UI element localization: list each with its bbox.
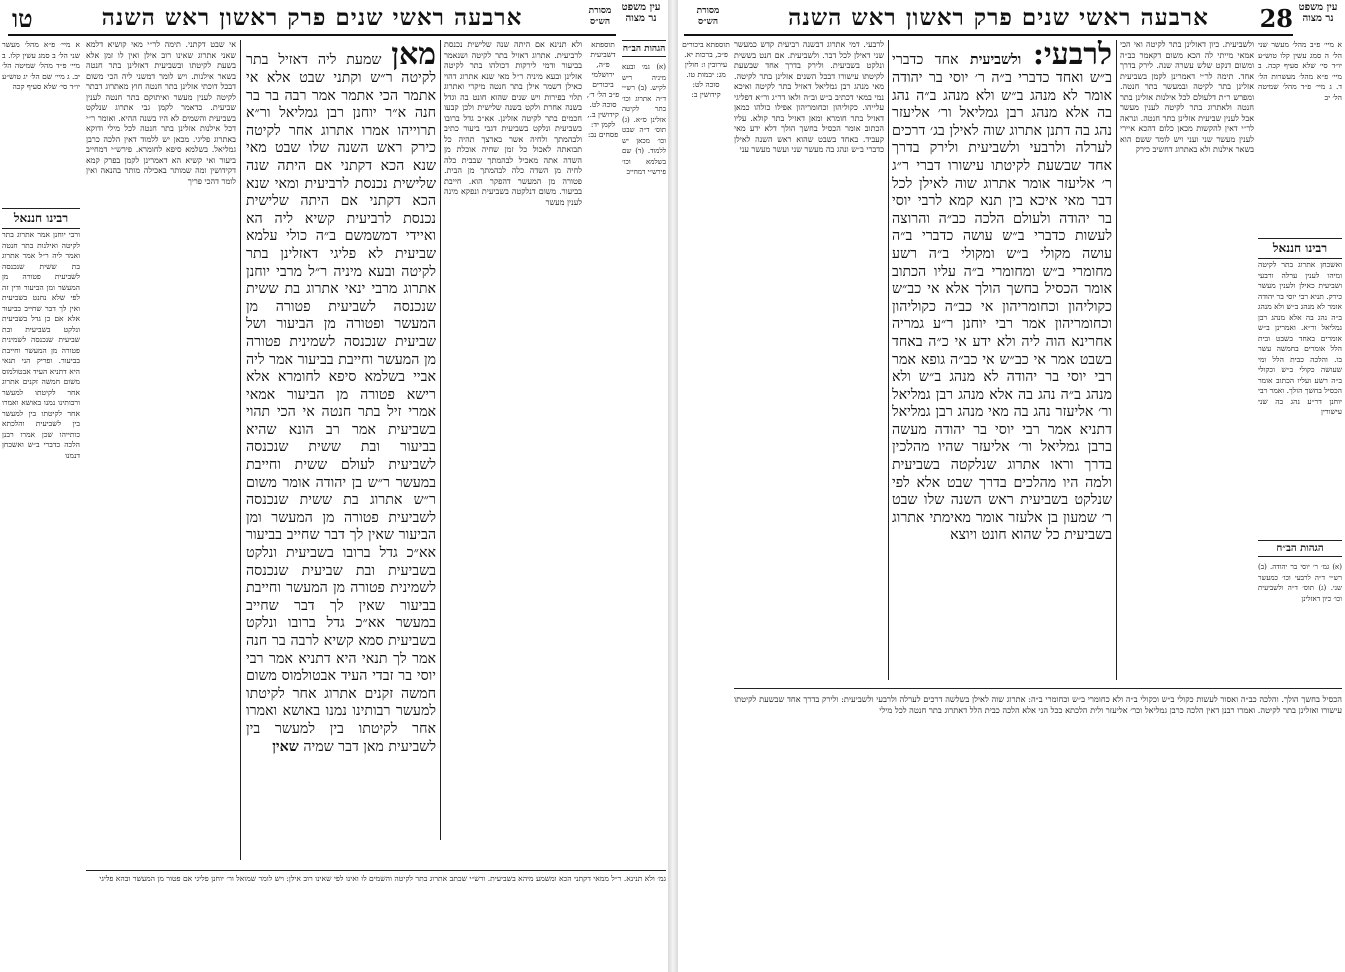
section-heading: שאין [272, 738, 299, 755]
book-gutter [668, 0, 678, 972]
gemara-text: אחד כדברי ב״ש ואחד כדברי ב״ה ר׳ יוסי בר יהודה אומר לא מנהג ב״ש ולא מנהג ב״ה נהג בה אלא מנהג רבן גמליאל ור׳ אליעזר נהג בה דתנן אתרוג שוה לאילן בג׳ דרכים לערלה ולרבעי ולשביעית ולירק בדרך אחד שבשעת לקיטתו עישורו דברי ר״ג ר׳ אליעזר אומר אתרוג שוה לאילן לכל דבר מאי איכא בין תנא קמא לרבי יוסי בר יהודה ולעולם הלכה כב״ה והרוצה לעשות כדברי ב״ש עושה כדברי ב״ה עושה מקולי ב״ש ומקולי ב״ה רשע מחומרי ב״ש ומחומרי ב״ה עליו הכתוב אומר הכסיל בחשך הולך אלא אי כב״ש כקוליהון וכחומריהון אי כב״ה כקוליהון וכחומריהון אמר רבי יוחנן ר״ע גמריה אחרינא הוה ליה ולא ידע אי כ״ה באחד בשבט אמר אי כב״ש אי כב״ה גופא אמר רבי יוסי בר יהודה לא מנהג ב״ש ולא מנהג ב״ה נהג בה אלא מנהג רבן גמליאל ור׳ אליעזר נהג בה מאי מנהג רבן גמליאל דתניא אמר רבי יוסי בר יהודה מעשה ברבן גמליאל ור׳ אליעזר שהיו מהלכין בדרך וראו אתרוג שנלקטה בשביעית ולמה היו מהלכים בדרך שבט אלא לפי שנלקט בשביעית ראש השנה שלו שבט ר׳ שמעון בן אלעזר אומר מאימתי אתרוג בשביעית כל שהוא חונט ויוצא [892, 52, 1112, 544]
left-page [0, 0, 668, 972]
rabbeinu-chananel-title: רבינו חננאל [2, 208, 80, 229]
tosafot-column: ולשביעית. כיון דאזלינן בתר לקיטה ואי הכי אמאי מייתי לה הכא משום דקאמר כב״ה ומשום דנקט שלש עשרה שנה. לירק בדרך אחד. תימה לר״י דאמרינן לקמן בשביעית אזלינן בתר לקיטה ובמעשר בתר חנטה. ומפרש ר״ת דלעולם לכל אילנות אזלינן בתר חנטה ולאתרוג בתר לקיטה לענין מעשר אבל לענין שביעית אזלינן בתר חנטה. ונראה לר״י דאין להקשות מכאן כלום דהכא איירי לענין מעשר שני ועני ויש לומר ששם הוא בשאר אילנות ולא באתרוג דחשיב כירק [1120, 40, 1254, 154]
running-title: ארבעה ראשי שנים פרק ראשון ראש השנה [788, 4, 1209, 31]
page-header [8, 4, 616, 36]
ein-mishpat-column: א מיי׳ פ״ב מהל׳ מעשר שני הל׳ ה סמג עשין קלו טוש״ע יו״ד סי׳ שלא סעיף קכה. ב מיי׳ פ״א מהל׳ מעשרות הל׳ ד. ג מיי׳ פ״ד מהל׳ שמיטה הל׳ יב [1258, 40, 1342, 102]
gemara-block [246, 40, 436, 840]
rabbeinu-chananel-column: ואשכחן אתרוג בתר לקיטה ומיהו לענין ערלה ורבעי ושביעית כאילן ולענין מעשר כירק. תניא רבי יוסי בר יהודה אומר לא מנהג ב״ש ולא מנהג ב״ה נהג בה אלא מנהג רבן גמליאל ור״א. ואמרינן ב״ש אומרים באחד בשבט ובית הלל אומרים בחמשה עשר בו. והלכה כבית הלל ומי שעושה כקולי ב״ש וכקולי ב״ה רשע ועליו הכתוב אומר הכסיל בחשך הולך. ואמר רבי יוחנן דר״ע נהג בה שני עישורין [1258, 260, 1342, 416]
column-rule [1116, 40, 1117, 680]
hagahot-column: (א) גמ׳ ר׳ יוסי בר יהודה. (ב) רש״י ד״ה לרבעי וכו׳ כמעשר שני. (ג) תוס׳ ד״ה ולשביעית וכו׳ כיון דאזלינן [1258, 563, 1342, 603]
footer-notes: גמ׳ ולא תנינא. ר״ל ממאי דקתני הכא ומשמע מיהא בשביעית. ורש״י שכתב אתרוג בתר לקיטה והשמים לו ואינו לפי שאינו רוב אילן: ויש לומר שמואל ור׳ יוחנן פליגי אם פטור מן המעשר ובהא פליגי [99, 874, 666, 883]
masoret-label: מסורת הש״ס [696, 6, 720, 27]
tosafot-column: אי שבט דקתני. תימה לר״י מאי קושיא דלמא שאני אתרוג שאינו רוב אילן ואין לו זמן אלא בשעת לקיטתו ובשביעית דאזלינן בתר חנטה בשאר אילנות. ויש לומר דמשני ליה הכי משום דבכל דוכתי אזלינן בתר חנטה חוץ מאתרוג דבתר לקיטה לענין מעשר ואיתוקם בתר חנטה לענין שביעית. כדאמר לקמן גבי אתרוג שנלקט בשביעית והשמים לא היו בשנה ההיא. ואומר ר״י דכל אילנות אזלינן בתר חנטה לכל מילי ודוקא באתרוג פליגי. מכאן יש ללמוד דאין הלכה כרבן גמליאל. בשלמא סיפא לחומרא. פירש״י דמחייב ביעור ואי קשיא הא דאמרינן לקמן בפרק קמא דקידושין ומה שמותר באכילה מותר בהנאה ואין לומר דהכי פריך [86, 40, 236, 186]
column-rule [240, 40, 241, 860]
section-heading: ולשביעית [970, 52, 1022, 68]
masoret-hashas-column: תוספתא ביכורים פ״ב, ברכות יא. עירובין ו: חולין מג: יבמות טו. סוכה לט: קידושין ב: [682, 40, 730, 99]
masoret-label: מסורת הש״ס [588, 6, 612, 27]
right-page [678, 0, 1345, 972]
rashi-column: לרבעי. דמי אתרוג דבשנה רביעית קדש כמעשר שני דאילן לכל דבר. ולשביעית. אם חנט בששית ונלקט בשביעית. ולירק בדרך אחד שבשעת לקיטתו עישורו דבכל השנים אזלינן בתר לקיטה. מאי מנהג רבן גמליאל דאזיל בתר לקיטה ואיכא נמי במאי דכתיב ב״ש וב״ה ולאו דר״ג ור״א דפליגי עלייהו. כקוליהון וכחומריהון אפילו כולהו כמאן דאזיל בתר חומרא ומאן דאזיל בתר קולא. עליו הכתוב אומר הכסיל בחשך הולך דלא ידע מאי קעביד. באחד בשבט שהוא ראש השנה לאילן כדברי ב״ש ונהג בה מעשר שני ועשר מעשר עני [734, 40, 884, 154]
gemara-block [892, 40, 1112, 670]
bottom-rule [734, 688, 1342, 689]
rabbeinu-chananel-title: רבינו חננאל [1258, 238, 1342, 259]
folio-number: 28 [1259, 4, 1293, 33]
dibbur-hamatchil: לרבעי: [1032, 40, 1112, 72]
rabbeinu-chananel-column: ורבי יוחנן אמר אתרוג בתר לקיטה ואילנות בתר חנטה ואמר ליה ר״ל אמר אתרוג בת ששית שנכנסה לשביעית פטורה מן המעשר ומן הביעור ודין זה לפי שלא נחנט בשביעית ואין לך דבר שחייב בביעור אלא אם כן גדל בשביעית ונלקט בשביעית ובת שביעית שנכנסה לשמינית פטורה מן המעשר וחייבת בביעור. ופריק הני תנאי היא דתניא העיד אבטולמוס משום חמשה זקנים אתרוג אחר לקיטתו למעשר ורבותינו נמנו באושא ואמרו אחר לקיטתו בין למעשר בין לשביעית והלכתא כותייהו שכן אמרו רבנן הלכה כדברי ב״ש ואשכחן דנמנו [2, 230, 80, 460]
bottom-commentary: הכסיל בחשך הולך. והלכה כב״ה ואסור לעשות כקולי ב״ש וכקולי ב״ה ולא כחומרי ב״ש וכחומרי ב״ה: אתרוג שוה לאילן בשלשה דרכים לערלה ולרבעי ולשביעית: ולירק בדרך אחד שבשעת לקיטתו עישורו ואזלינן בתר לקיטה. ואמרו רבנן דאין הלכה כרבן גמליאל וכר׳ אליעזר ולית הלכתא ככל הני אלא הלכה כבית הלל דאתרוג בתר חנטה לכל מילי [734, 694, 1342, 715]
dibbur-hamatchil: מאן [391, 40, 436, 72]
ein-mishpat-label: עין משפט נר מצוה [621, 2, 661, 24]
masoret-hashas-column: תוספתא דשביעית פ״ה, ירושלמי ביכורים פ״ב הל׳ ד׳, סוכה לט. קידושין ב., לקמן יד: פסחים נב: [586, 40, 620, 139]
footer-rule [86, 870, 666, 871]
folio-number: טו [12, 4, 33, 33]
ein-mishpat-label: עין משפט נר מצוה [1298, 2, 1338, 24]
page-header [684, 4, 1293, 36]
hagahot-title: הגהות הב״ח [622, 40, 666, 57]
hagahot-column: (א) גמ׳ ובעא מיניה ריש לקיש. (ב) רש״י ד״ה אתרוג וכו׳ בתר לקיטה אזלינן ס״א. (ג) תוס׳ ד״ה שבט וכו׳ מכאן יש ללמוד. (ד) שם בשלמא וכו׳ פירש״י דמחייב [622, 63, 666, 176]
running-title: ארבעה ראשי שנים פרק ראשון ראש השנה [101, 4, 523, 31]
hagahot-title: הגהות הב״ח [1258, 540, 1342, 557]
column-rule [888, 40, 889, 680]
gemara-text: שמעת ליה דאזיל בתר לקיטה ר״ש וקתני שבט אלא אי אתמר הכי אתמר אמר רבה בר בר חנה א״ר יוחנן רבן גמליאל ור״א תרוייהו אמרו אתרוג אחר לקיטה כירק ראש השנה שלו שבט מאי שנא הכא דקתני אם היתה שנה שלישית נכנסת לרביעית ומאי שנא הכא דקתני אם היתה שלישית נכנסת לרביעית קשיא ליה הא ואיידי דמשמשם ב״ה כולי עלמא שביעית לא פליגי דאזלינן בתר לקיטה ובעא מיניה ר״ל מרבי יוחנן אתרוג מרבי ינאי אתרוג בת ששית שנכנסה לשביעית פטורה מן המעשר ופטורה מן הביעור ושל שביעית שנכנסה לשמינית פטורה מן המעשר וחייבת בביעור אמר ליה אביי בשלמא סיפא לחומרא אלא רישא פטורה מן הביעור אמאי אמרי זיל בתר חנטה אי הכי תהוי בשביעית אמר רב הונא שהיא בביעור ובת ששית שנכנסה לשביעית לעולם ששית וחייבת במעשר ר״ש בן יהודה אומר משום ר״ש אתרוג בת ששית שנכנסה לשביעית פטורה מן המעשר ומן הביעור שאין לך דבר שחייב בביעור אא״כ גדל ברובו בשביעית ונלקט בשביעית ובת שביעית שנכנסה לשמינית פטורה מן המעשר וחייבת בביעור שאין לך דבר שחייב במעשר אא״כ גדל ברובו ונלקט בשביעית סמא קשיא לרבה בר חנה אמר לך תנאי היא דתניא אמר רבי יוסי בר זבדי העיד אבטולמוס משום חמשה זקנים אתרוג אחר לקיטתו למעשר רבותינו נמנו באושא ואמרו אחר לקיטתו בין למעשר בין לשביעית מאן דבר שמיה [246, 52, 436, 755]
rashi-column: ולא תנינא אם היתה שנה שלישית נכנסת לרביעית. אתרוג דאזיל בתר לקיטה ושנאמר בביעור ודמי לירקות דכולהו בתר לקיטה אזלינן ובעא מיניה ר״ל מאי שנא אתרוג דהוי כאילן דשמר אילן בתר חנטה מיקרי ואתרוג תלוי בפירות ויש שנים שהוא חונט בה וגדל בשנה אחרת ולקט בשנה שלישית ולכן קבעו חכמים בתר לקיטה אזלינן. אא״כ גדל ברובו בשביעית ונלקט בשביעית דגבי ביעור כתיב ולבהמתך ולחיה אשר בארצך תהיה כל תבואתה לאכול כל זמן שחיה אוכלת מן השדה אתה מאכיל לבהמתך שבבית כלה לחיה מן השדה כלה לבהמתך מן הבית. פטורה מן המעשר דהפקר הוא. חייבת בביעור. משום דנלקטה בשביעית ונפקא מינה לענין מעשר [444, 40, 582, 207]
ein-mishpat-column: א מיי׳ פ״א מהל׳ מעשר שני הל׳ ב סמג עשין קלו. ב מיי׳ פ״ד מהל׳ שמיטה הל׳ יב. ג מיי׳ שם הל׳ יג טוש״ע יו״ד סי׳ שלא סעיף קכה [2, 40, 80, 91]
column-rule [440, 40, 441, 840]
